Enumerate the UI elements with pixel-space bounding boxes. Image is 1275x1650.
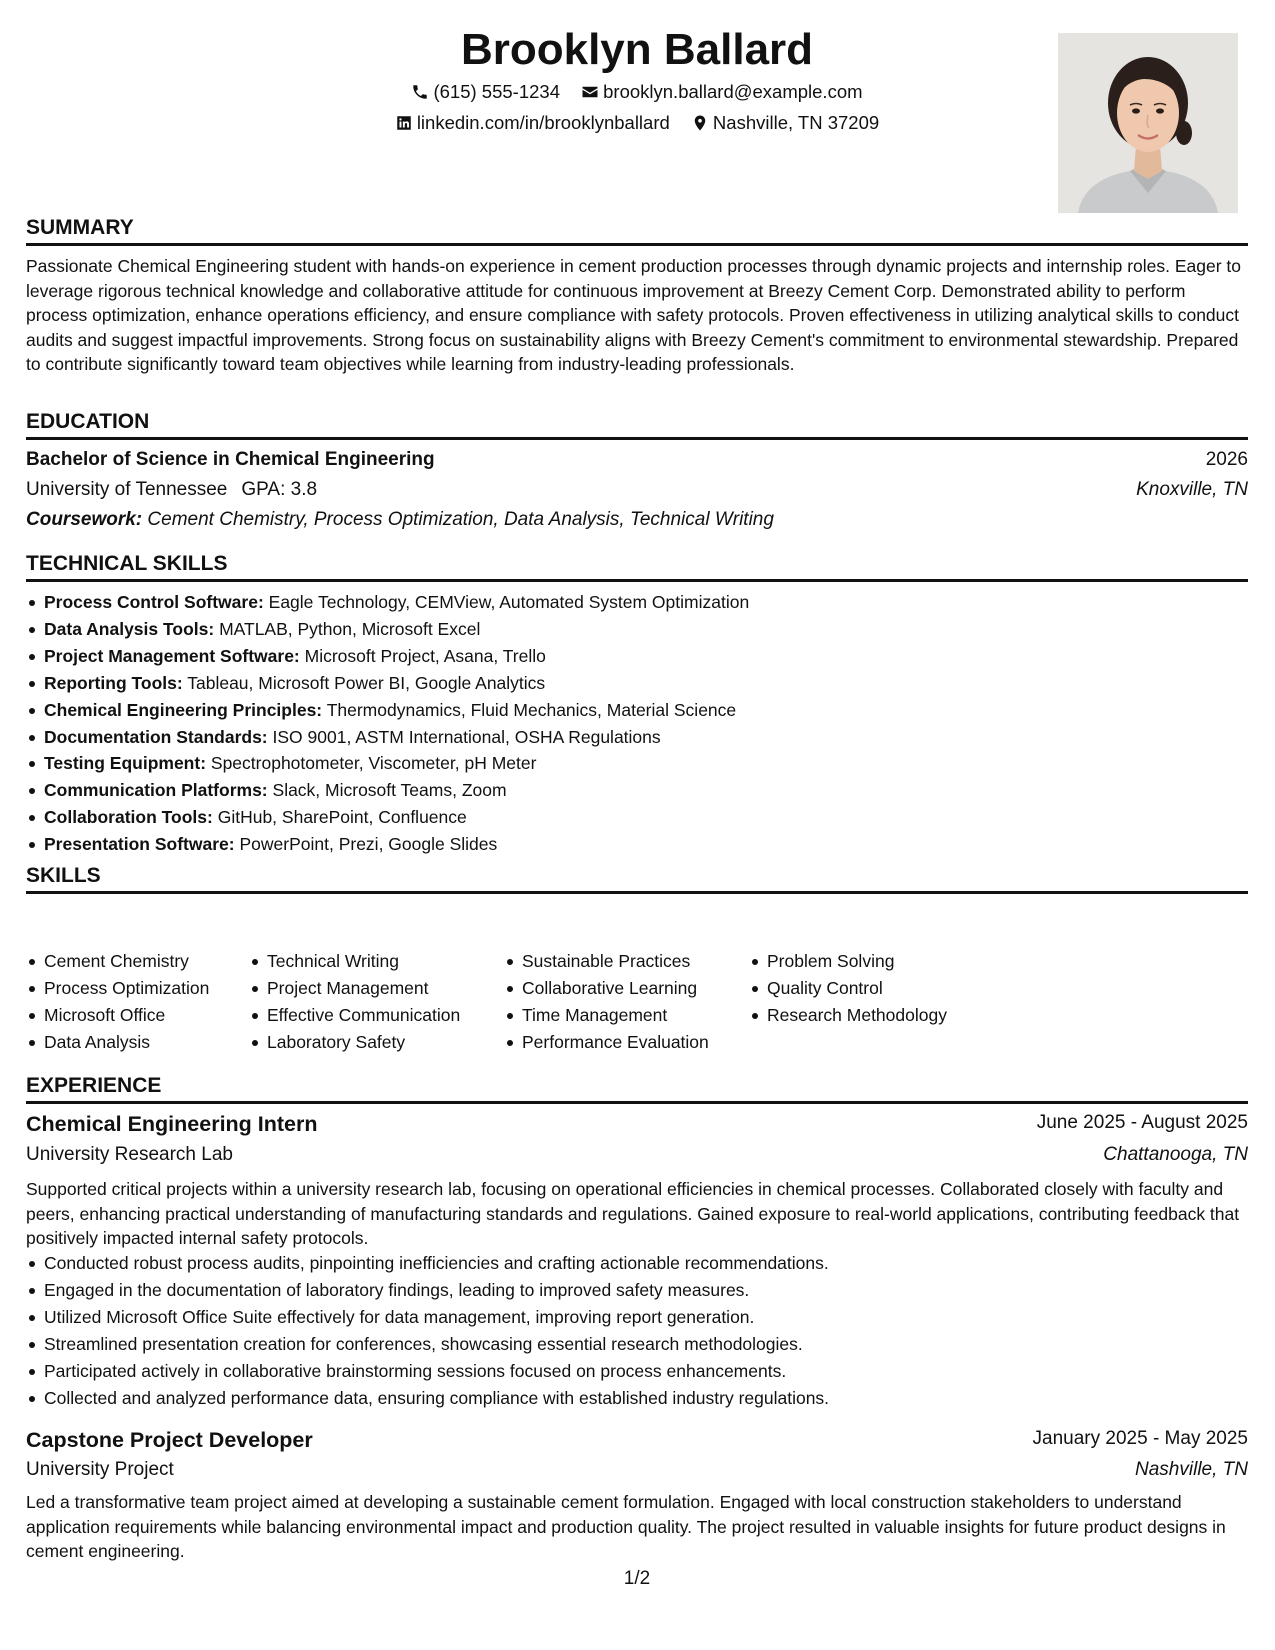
- skills-column-3: [504, 948, 709, 1056]
- list-item: [44, 724, 749, 751]
- degree-name: Bachelor of Science in Chemical Engineering: [26, 449, 435, 470]
- list-item: Conducted robust process audits, pinpointing inefficiencies and crafting actionable recommendations.: [44, 1250, 829, 1277]
- skills-heading: SKILLS: [26, 862, 1248, 894]
- skill-label: Process Control Software:: [44, 592, 264, 612]
- list-item: Collaborative Learning: [522, 975, 709, 1002]
- job-org: University Research Lab: [26, 1144, 233, 1165]
- job-location: Chattanooga, TN: [1103, 1144, 1248, 1165]
- skills-column-4: [749, 948, 947, 1029]
- linkedin-icon: [395, 114, 413, 132]
- job-title: Capstone Project Developer: [26, 1428, 313, 1452]
- list-item: Utilized Microsoft Office Suite effectively for data management, improving report generation.: [44, 1304, 829, 1331]
- list-item: Process Optimization: [44, 975, 209, 1002]
- skill-value: Microsoft Project, Asana, Trello: [304, 645, 546, 666]
- coursework-label: Coursework:: [26, 509, 143, 530]
- job-1-title-row: [26, 1109, 1248, 1139]
- skill-value: Tableau, Microsoft Power BI, Google Analytics: [187, 672, 546, 693]
- contact-email[interactable]: [581, 79, 862, 105]
- school-name: University of Tennessee: [26, 479, 228, 500]
- portrait-illustration: [1058, 33, 1238, 213]
- skill-label: Reporting Tools:: [44, 672, 183, 693]
- email-text: brooklyn.ballard@example.com: [603, 81, 863, 102]
- resume-header: [26, 22, 1248, 212]
- technical-skills-heading: TECHNICAL SKILLS: [26, 550, 1248, 582]
- list-item: [44, 670, 749, 697]
- list-item: [44, 589, 749, 616]
- skill-value: MATLAB, Python, Microsoft Excel: [219, 618, 481, 639]
- list-item: Sustainable Practices: [522, 948, 709, 975]
- list-item: Quality Control: [767, 975, 947, 1002]
- technical-skills-list: [26, 589, 749, 858]
- location-text: Nashville, TN 37209: [712, 112, 880, 133]
- list-item: Engaged in the documentation of laboratory findings, leading to improved safety measures.: [44, 1277, 829, 1304]
- contact-linkedin[interactable]: [395, 110, 670, 136]
- skill-label: Data Analysis Tools:: [44, 618, 215, 639]
- list-item: Data Analysis: [44, 1029, 209, 1056]
- experience-heading: EXPERIENCE: [26, 1072, 1248, 1104]
- map-pin-icon: [691, 114, 709, 132]
- list-item: Streamlined presentation creation for conferences, showcasing essential research methodologies.: [44, 1331, 829, 1358]
- list-item: [44, 750, 749, 777]
- job-2-title-row: [26, 1425, 1248, 1455]
- list-item: Time Management: [522, 1002, 709, 1029]
- skill-value: Thermodynamics, Fluid Mechanics, Material Science: [326, 699, 737, 720]
- gpa: GPA: 3.8: [241, 479, 318, 500]
- job-description: Supported critical projects within a university research lab, focusing on operational efficiencies in chemical processes. Collaborated closely with faculty and peers, enhancing practical understanding of manufacturing standards and regulations. Gained exposure to real-world applications, contributing feedback that positively impacted internal safety protocols.: [26, 1179, 1240, 1248]
- list-item: Effective Communication: [267, 1002, 460, 1029]
- list-item: Participated actively in collaborative brainstorming sessions focused on process enhancements.: [44, 1358, 829, 1385]
- education-heading: EDUCATION: [26, 408, 1248, 440]
- skill-label: Testing Equipment:: [44, 753, 207, 774]
- education-school-row: [26, 476, 1248, 504]
- job-dates: June 2025 - August 2025: [1036, 1112, 1248, 1133]
- job-org: University Project: [26, 1459, 174, 1480]
- list-item: [44, 804, 749, 831]
- envelope-icon: [581, 83, 599, 101]
- list-item: Problem Solving: [767, 948, 947, 975]
- coursework: [26, 506, 1248, 534]
- education-degree-row: [26, 446, 1248, 474]
- job-dates: January 2025 - May 2025: [1032, 1428, 1248, 1449]
- list-item: Performance Evaluation: [522, 1029, 709, 1056]
- profile-photo: [1058, 33, 1238, 213]
- skill-label: Chemical Engineering Principles:: [44, 699, 323, 720]
- school-info: [26, 476, 317, 504]
- list-item: Collected and analyzed performance data, ensuring compliance with established industry regulations.: [44, 1385, 829, 1412]
- graduation-year: 2026: [1205, 449, 1248, 470]
- contact-location: [691, 110, 879, 136]
- skill-value: ISO 9001, ASTM International, OSHA Regulations: [272, 726, 661, 747]
- list-item: Research Methodology: [767, 1002, 947, 1029]
- skill-label: Collaboration Tools:: [44, 807, 213, 828]
- list-item: [44, 831, 749, 858]
- skill-value: GitHub, SharePoint, Confluence: [217, 807, 467, 828]
- skill-label: Project Management Software:: [44, 645, 300, 666]
- job-title: Chemical Engineering Intern: [26, 1112, 318, 1136]
- skill-value: PowerPoint, Prezi, Google Slides: [239, 834, 498, 855]
- job-description: Led a transformative team project aimed at developing a sustainable cement formulation. Engaged with local construction stakeholders to understand application requirements while balancing environmental impact and production quality. The project resulted in valuable insights for future product designs in cement engineering.: [26, 1492, 1226, 1561]
- contact-phone: [411, 79, 560, 105]
- page-number: 1/2: [623, 1568, 651, 1589]
- phone-icon: [411, 83, 429, 101]
- list-item: [44, 643, 749, 670]
- skill-value: Slack, Microsoft Teams, Zoom: [272, 780, 507, 801]
- school-location: Knoxville, TN: [1136, 479, 1248, 500]
- list-item: [44, 697, 749, 724]
- job-1-org-row: [26, 1141, 1248, 1169]
- skills-grid: [26, 948, 1248, 1058]
- summary-text: Passionate Chemical Engineering student with hands-on experience in cement production processes through dynamic projects and internship roles. Eager to leverage rigorous technical knowledge and collaborative attitude for continuous improvement at Breezy Cement Corp. Demonstrated ability to perform process optimization, enhance operations efficiency, and ensure compliance with safety protocols. Proven effectiveness in utilizing analytical skills to conduct audits and suggest impactful improvements. Strong focus on sustainability aligns with Breezy Cement's commitment to environmental stewardship. Prepared to contribute significantly toward team objectives while learning from industry-leading professionals.: [26, 256, 1242, 374]
- job-1-bullets: [26, 1250, 829, 1411]
- list-item: [44, 777, 749, 804]
- summary-heading: SUMMARY: [26, 214, 1248, 246]
- list-item: Project Management: [267, 975, 460, 1002]
- coursework-list: Cement Chemistry, Process Optimization, Data Analysis, Technical Writing: [147, 509, 774, 530]
- skill-value: Eagle Technology, CEMView, Automated System Optimization: [268, 592, 750, 612]
- skill-label: Communication Platforms:: [44, 780, 268, 801]
- list-item: Technical Writing: [267, 948, 460, 975]
- linkedin-text: linkedin.com/in/brooklynballard: [416, 112, 670, 133]
- skill-label: Presentation Software:: [44, 834, 235, 855]
- list-item: [44, 616, 749, 643]
- list-item: Laboratory Safety: [267, 1029, 460, 1056]
- list-item: Cement Chemistry: [44, 948, 209, 975]
- skill-value: Spectrophotometer, Viscometer, pH Meter: [210, 753, 537, 774]
- phone-text: (615) 555-1234: [433, 81, 560, 102]
- resume-page: [26, 0, 1248, 1650]
- skills-column-1: [26, 948, 209, 1056]
- job-location: Nashville, TN: [1135, 1459, 1248, 1480]
- candidate-name: Brooklyn Ballard: [460, 25, 814, 74]
- skills-column-2: [249, 948, 460, 1056]
- skill-label: Documentation Standards:: [44, 726, 268, 747]
- list-item: Microsoft Office: [44, 1002, 209, 1029]
- job-2-org-row: [26, 1456, 1248, 1484]
